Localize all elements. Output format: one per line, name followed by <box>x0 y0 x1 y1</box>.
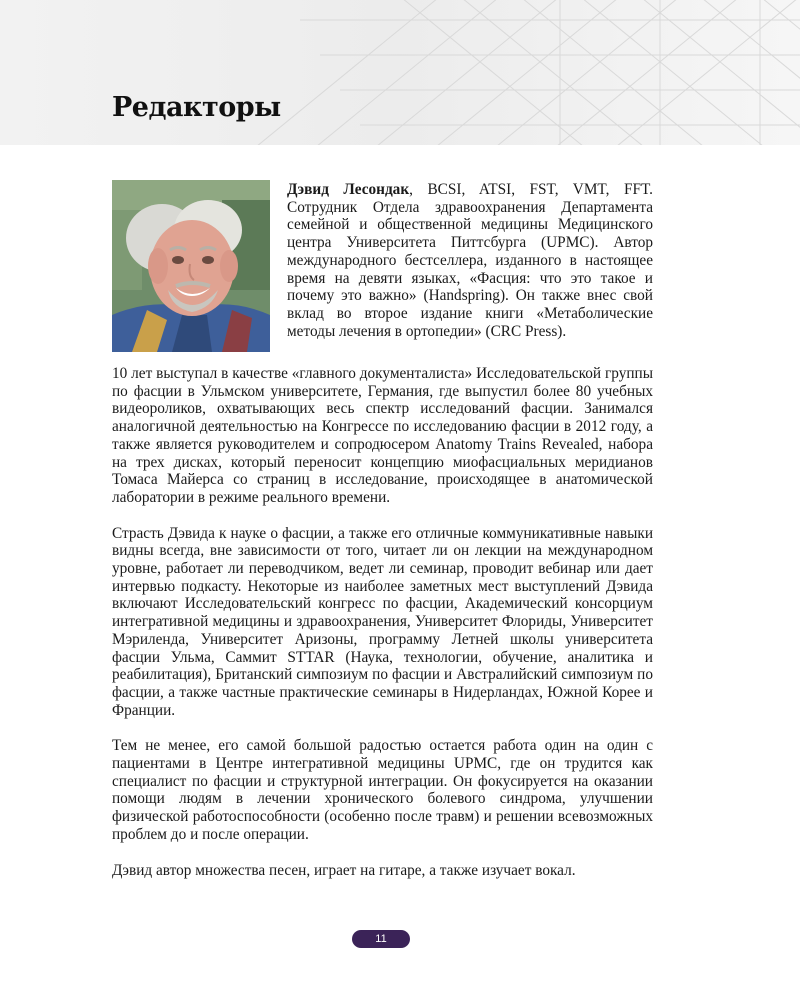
paragraph-practice: Тем не менее, его самой большой радостью остается работа один на один с пациентами в Центре интегративной медицины UPMC, где он трудится как специалист по фасции и структурной интеграции. Он фокусируется на оказании помощи людям в лечении хронического болевого синдрома, улучшении физической работоспособности (особенно после травм) и решении всевозможных проблем до и после операции. <box>112 737 653 843</box>
header-banner <box>0 0 800 145</box>
editor-name: Дэвид Лесондак <box>287 181 410 198</box>
paragraph-hobbies: Дэвид автор множества песен, играет на гитаре, а также изучает вокал. <box>112 861 576 879</box>
biography-body <box>112 365 653 897</box>
page-number-badge: 11 <box>352 930 410 948</box>
page-title: Редакторы <box>112 92 281 123</box>
editor-portrait <box>112 180 270 352</box>
editor-credentials: , BCSI, ATSI, FST, VMT, FFT. Сотрудник Отдела здравоохранения Департамента семейной и общественной медицины Медицинского центра Университета Питтсбурга (UPMC). Автор международного бестселлера, изданного в настоящее время на девяти языках, «Фасция: что это такое и почему это важно» (Handspring). Он также внес свой вклад во второе издание книги «Метаболические методы лечения в ортопедии» (CRC Press). <box>287 181 653 340</box>
grid-pattern <box>0 0 800 145</box>
paragraph-lectures: Страсть Дэвида к науке о фасции, а также его отличные коммуникативные навыки видны всегда, вне зависимости от того, читает ли он лекции на международном уровне, работает ли переводчиком, ведет ли семинар, проводит вебинар или дает интервью подкасту. Некоторые из наиболее заметных мест выступлений Дэвида включают Исследовательский конгресс по фасции, Академический консорциум интегративной медицины и здравоохранения, Университет Флориды, Университет Мэриленда, Университет Аризоны, программу Летней школы университета фасции Ульма, Саммит STTAR (Наука, технологии, обучение, аналитика и реабилитация), Британский симпозиум по фасции и Австралийский симпозиум по фасции, а также частные практические семинары в Нидерландах, Южной Корее и Франции. <box>112 524 653 719</box>
paragraph-documentary: 10 лет выступал в качестве «главного документалиста» Исследовательской группы по фасции в Ульмском университете, Германия, где выпустил более 80 учебных видеороликов, охватывающих весь спектр исследований фасции. Занимался аналогичной деятельностью на Конгрессе по исследованию фасции в 2012 году, а также является руководителем и сопродюсером Anatomy Trains Revealed, набора на трех дисках, который переносит концепцию миофасциальных меридианов Томаса Майерса со страниц в исследование, происходящее в анатомической лаборатории в режиме реального времени. <box>112 365 653 506</box>
editor-intro <box>287 181 653 340</box>
